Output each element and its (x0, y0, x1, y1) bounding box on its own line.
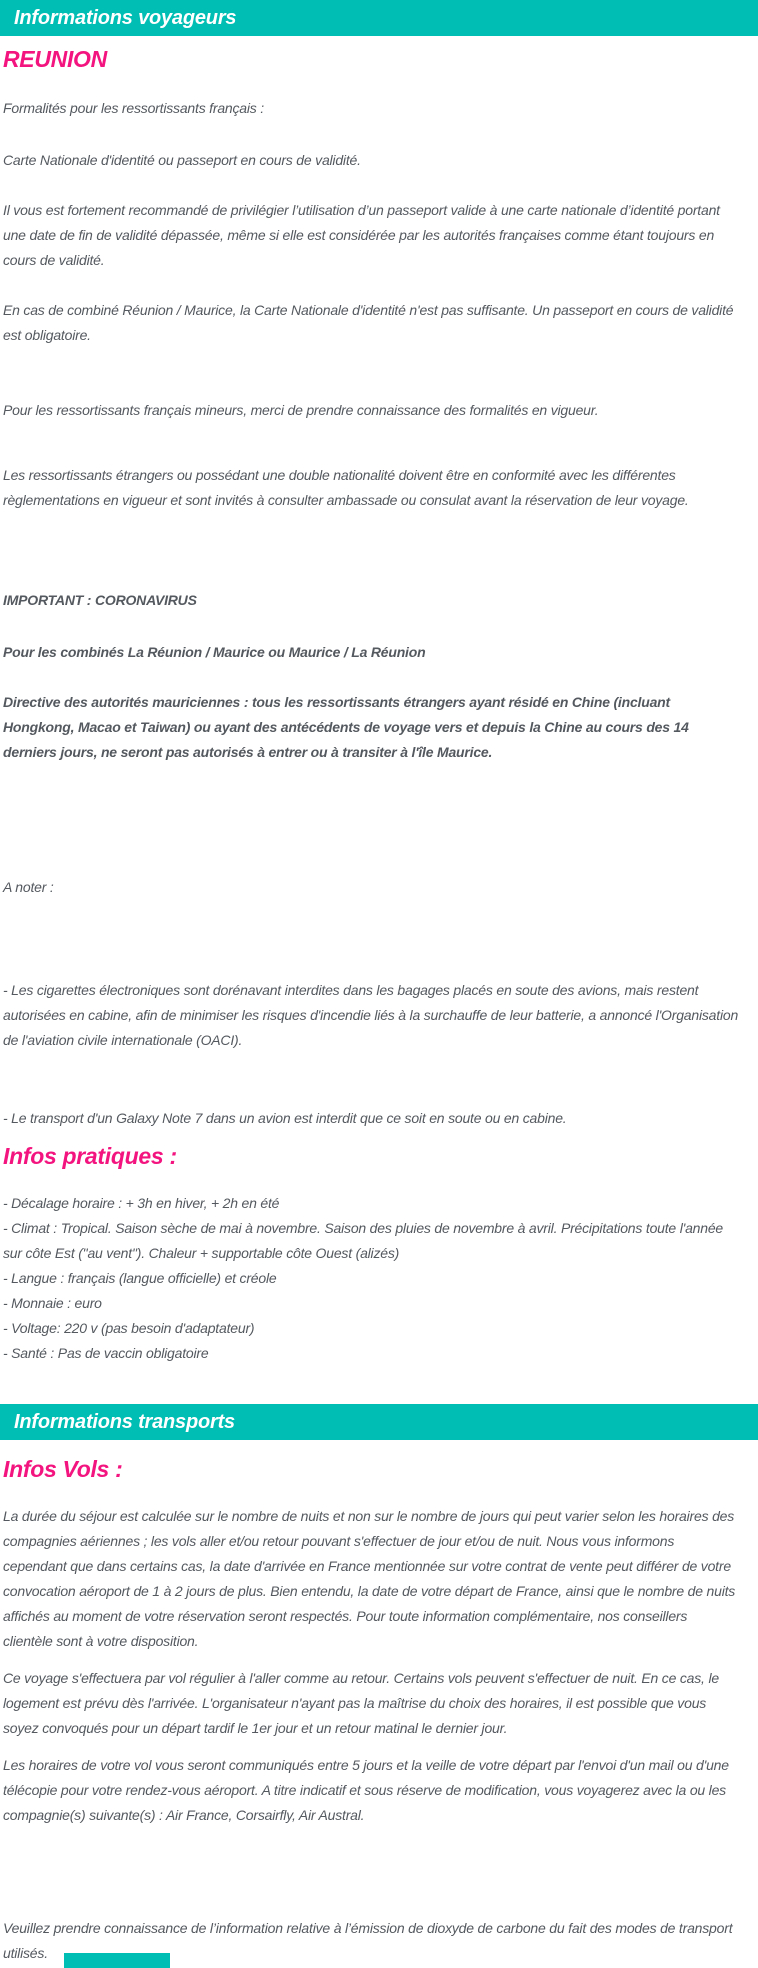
infos-vols-heading: Infos Vols : (3, 1456, 123, 1482)
paragraph-directive-mauricienne: Directive des autorités mauriciennes : tous les ressortissants étrangers ayant résidé en Chine (incluant Hongkong, Macao et Taiwan) ou ayant des antécédents de voyage vers et depuis la Chine au cours des 14 derniers jours, ne seront pas autorisés à entrer ou à transiter à l'île Maurice. (3, 694, 689, 760)
list-item-monnaie: - Monnaie : euro (3, 1295, 102, 1311)
voyageurs-content (0, 44, 758, 1366)
paragraph-combines-reunion: Pour les combinés La Réunion / Maurice ou Maurice / La Réunion (3, 644, 426, 660)
paragraph-cni: Carte Nationale d'identité ou passeport en cours de validité. (3, 152, 361, 168)
section-header-voyageurs (0, 0, 758, 36)
infos-pratiques-list (3, 1191, 740, 1366)
paragraph-important-coronavirus: IMPORTANT : CORONAVIRUS (3, 592, 197, 608)
infos-pratiques-heading: Infos pratiques : (3, 1143, 177, 1169)
paragraph-etrangers: Les ressortissants étrangers ou possédant une double nationalité doivent être en conformité avec les différentes règlementations en vigueur et sont invités à consulter ambassade ou consulat avant la réservation de leur voyage. (3, 467, 689, 508)
list-item-sante: - Santé : Pas de vaccin obligatoire (3, 1345, 209, 1361)
paragraph-combine: En cas de combiné Réunion / Maurice, la Carte Nationale d'identité n'est pas suffisante. Un passeport en cours de validité est obligatoire. (3, 302, 734, 343)
list-item-climat: - Climat : Tropical. Saison sèche de mai à novembre. Saison des pluies de novembre à avril. Précipitations toute l'année sur côte Est ("au vent"). Chaleur + supportable côte Ouest (alizés) (3, 1220, 724, 1261)
destination-heading: REUNION (3, 46, 107, 72)
list-item-langue: - Langue : français (langue officielle) et créole (3, 1270, 277, 1286)
section-title-transports: Informations transports (14, 1410, 235, 1433)
paragraph-passeport: Il vous est fortement recommandé de privilégier l’utilisation d’un passeport valide à une carte nationale d’identité portant une date de fin de validité dépassée, même si elle est considérée par les autorités françaises comme étant toujours en cours de validité. (3, 202, 720, 268)
paragraph-mineurs: Pour les ressortissants français mineurs, merci de prendre connaissance des formalités en vigueur. (3, 402, 599, 418)
paragraph-cigarettes: - Les cigarettes électroniques sont dorénavant interdites dans les bagages placés en soute des avions, mais restent autorisées en cabine, afin de minimiser les risques d'incendie liés à la surchauffe de leur batterie, a annoncé l'Organisation de l'aviation civile internationale (OACI). (3, 982, 739, 1048)
paragraph-duree-sejour: La durée du séjour est calculée sur le nombre de nuits et non sur le nombre de jours qui peut varier selon les horaires des compagnies aériennes ; les vols aller et/ou retour pouvant s'effectuer de jour et/ou de nuit. Nous vous informons cependant que dans certains cas, la date d'arrivée en France mentionnée sur votre contrat de vente peut différer de votre convocation aéroport de 1 à 2 jours de plus. Bien entendu, la date de votre départ de France, ainsi que le nombre de nuits affichés au moment de votre réservation seront respectés. Pour toute information complémentaire, nos conseillers clientèle sont à votre disposition. (3, 1508, 736, 1649)
paragraph-galaxy-note: - Le transport d'un Galaxy Note 7 dans un avion est interdit que ce soit en soute ou en cabine. (3, 1110, 567, 1126)
section-header-transports (0, 1404, 758, 1440)
paragraph-horaires-vol: Les horaires de votre vol vous seront communiqués entre 5 jours et la veille de votre départ par l'envoi d'un mail ou d'une télécopie pour votre rendez-vous aéroport. A titre indicatif et sous réserve de modification, vous voyagerez avec la ou les compagnie(s) suivante(s) : Air France, Corsairfly, Air Austral. (3, 1757, 729, 1823)
transports-content (0, 1454, 758, 1966)
paragraph-formalites: Formalités pour les ressortissants français : (3, 100, 264, 116)
paragraph-vol-regulier: Ce voyage s'effectuera par vol régulier à l'aller comme au retour. Certains vols peuvent s'effectuer de nuit. En ce cas, le logement est prévu dès l'arrivée. L'organisateur n'ayant pas la maîtrise du choix des horaires, il est possible que vous soyez convoqués pour un départ tardif le 1er jour et un retour matinal le dernier jour. (3, 1670, 719, 1736)
section-title-voyageurs: Informations voyageurs (14, 6, 237, 29)
paragraph-dioxyde-carbone: Veuillez prendre connaissance de l’information relative à l’émission de dioxyde de carbone du fait des modes de transport utilisés. (3, 1920, 733, 1961)
cropped-next-section-bar (64, 1953, 170, 1968)
list-item-voltage: - Voltage: 220 v (pas besoin d'adaptateur) (3, 1320, 255, 1336)
list-item-decalage: - Décalage horaire : + 3h en hiver, + 2h en été (3, 1195, 280, 1211)
paragraph-a-noter: A noter : (3, 879, 54, 895)
